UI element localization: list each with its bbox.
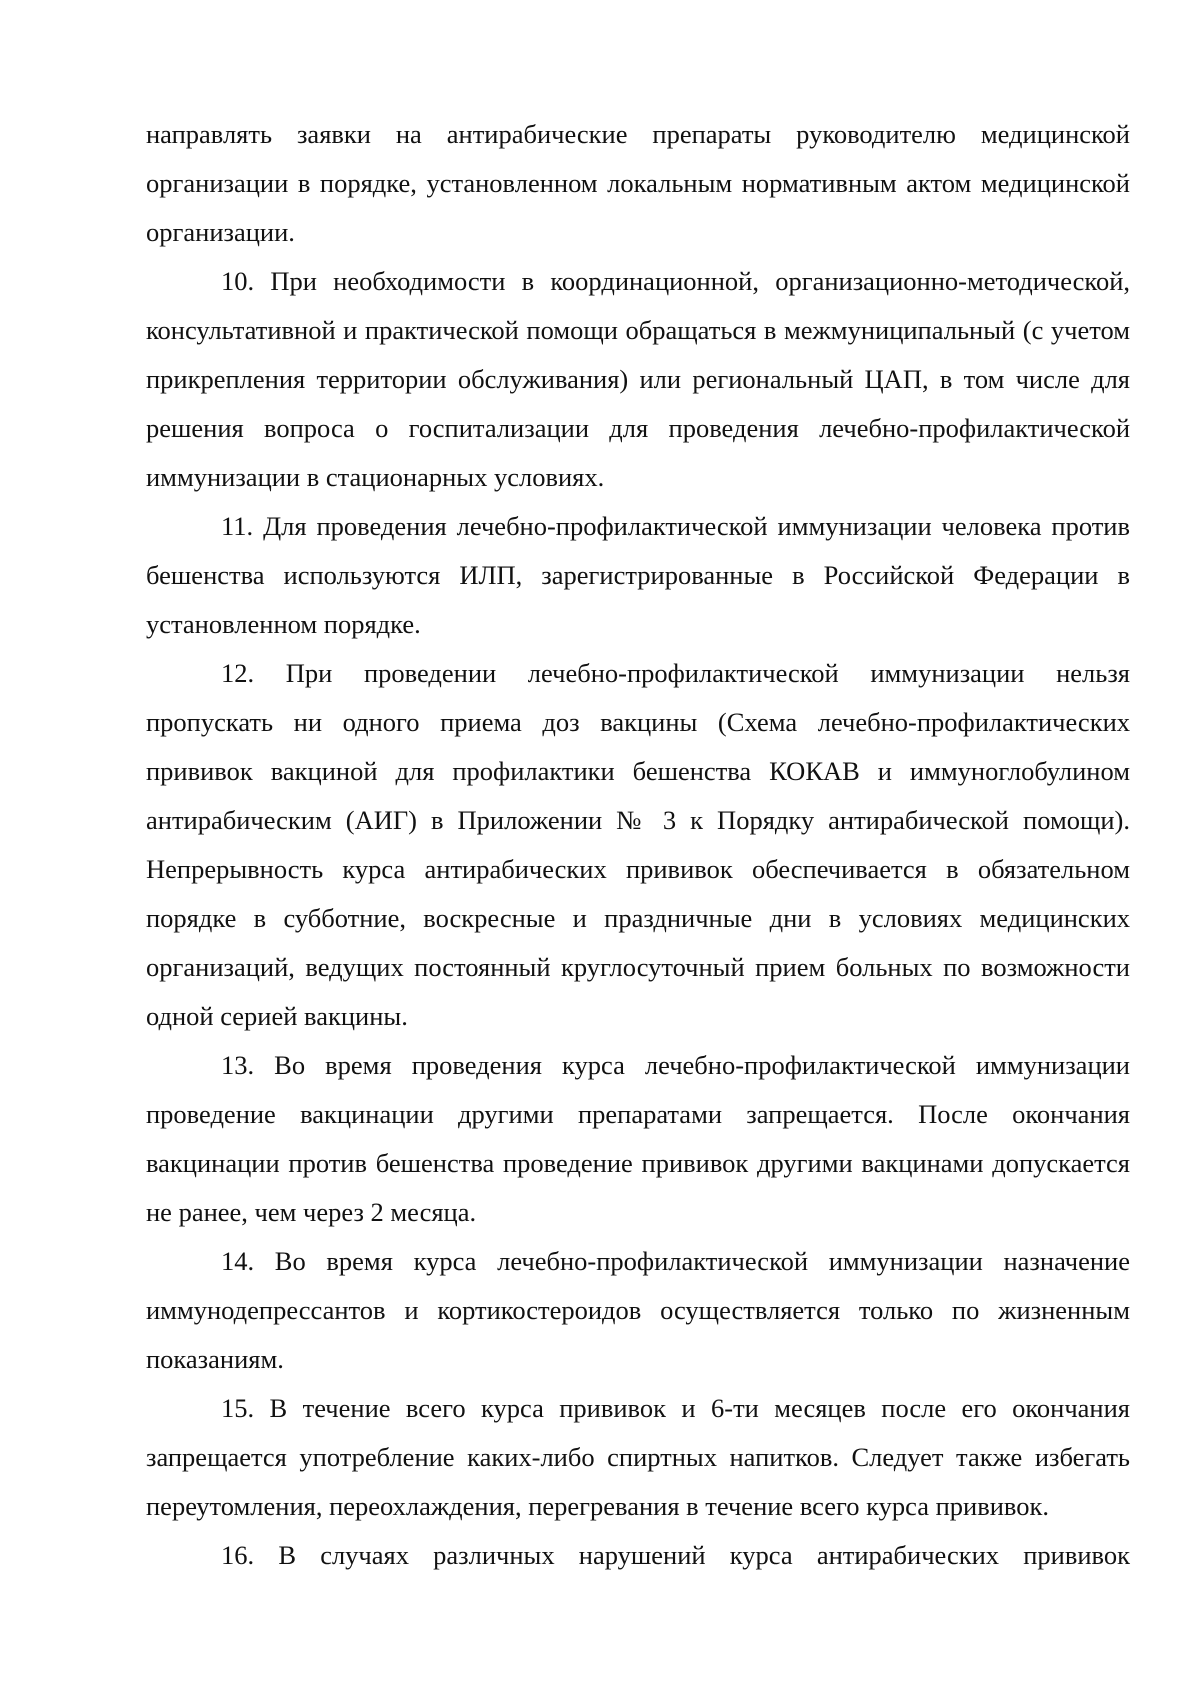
- paragraph-13: 13. Во время проведения курса лечебно-профилактической иммунизации проведение вакцинации другими препаратами запрещается. После окончания вакцинации против бешенства проведение прививок другими вакцинами допускается не ранее, чем через 2 месяца.: [146, 1050, 1130, 1227]
- paragraph-14: 14. Во время курса лечебно-профилактической иммунизации назначение иммунодепрессантов и кортикостероидов осуществляется только по жизненным показаниям.: [146, 1246, 1130, 1374]
- paragraph-15: 15. В течение всего курса прививок и 6-ти месяцев после его окончания запрещается употребление каких-либо спиртных напитков. Следует также избегать переутомления, переохлаждения, перегревания в течение всего курса прививок.: [146, 1393, 1130, 1521]
- paragraph-continuation: направлять заявки на антирабические препараты руководителю медицинской организации в порядке, установленном локальным нормативным актом медицинской организации.: [146, 119, 1130, 247]
- paragraph-16: 16. В случаях различных нарушений курса антирабических прививок: [221, 1540, 1130, 1570]
- paragraph-12: 12. При проведении лечебно-профилактической иммунизации нельзя пропускать ни одного приема доз вакцины (Схема лечебно-профилактических прививок вакциной для профилактики бешенства КОКАВ и иммуноглобулином антирабическим (АИГ) в Приложении № 3 к Порядку антирабической помощи). Непрерывность курса антирабических прививок обеспечивается в обязательном порядке в субботние, воскресные и праздничные дни в условиях медицинских организаций, ведущих постоянный круглосуточный прием больных по возможности одной серией вакцины.: [146, 658, 1130, 1031]
- document-body: [146, 110, 1130, 1580]
- paragraph-10: 10. При необходимости в координационной, организационно-методической, консультативной и практической помощи обращаться в межмуниципальный (с учетом прикрепления территории обслуживания) или региональный ЦАП, в том числе для решения вопроса о госпитализации для проведения лечебно-профилактической иммунизации в стационарных условиях.: [146, 266, 1130, 492]
- paragraph-11: 11. Для проведения лечебно-профилактической иммунизации человека против бешенства используются ИЛП, зарегистрированные в Российской Федерации в установленном порядке.: [146, 511, 1130, 639]
